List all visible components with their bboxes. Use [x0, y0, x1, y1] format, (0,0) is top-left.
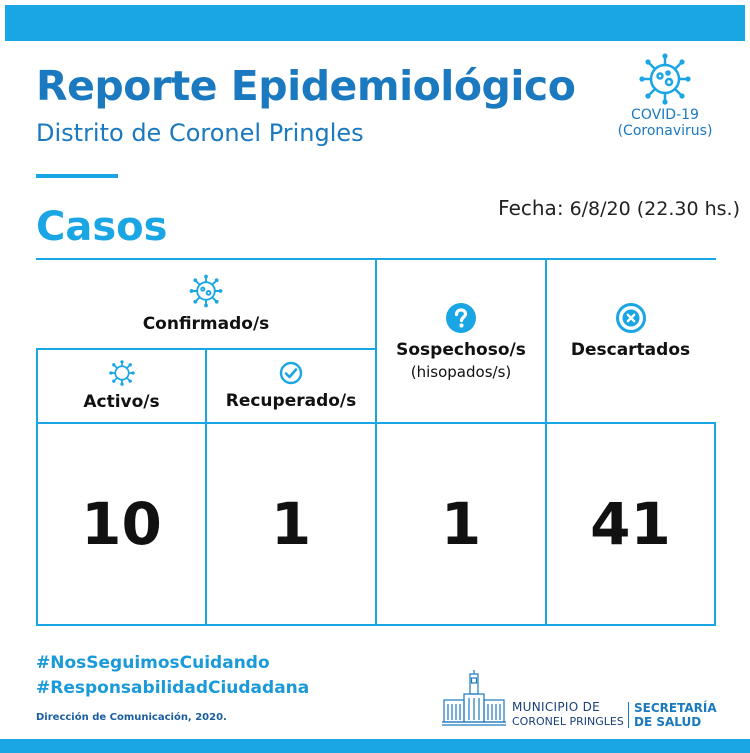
- sospechosos-header: [377, 260, 545, 422]
- descartados-label: Descartados: [570, 340, 691, 360]
- x-circle-icon: [615, 302, 647, 334]
- check-circle-icon: [279, 361, 303, 385]
- report-date: [498, 196, 740, 220]
- question-circle-icon: [445, 302, 477, 334]
- report-subtitle: Distrito de Coronel Pringles: [36, 119, 364, 147]
- confirmados-label: Confirmado/s: [142, 314, 270, 334]
- hashtag-nos-seguimos-cuidando: #NosSeguimosCuidando: [36, 653, 270, 673]
- badge-subtitle: (Coronavirus): [617, 123, 713, 139]
- date-label: Fecha:: [498, 196, 564, 220]
- table-border-right: [714, 422, 716, 626]
- confirmados-header: [36, 260, 376, 348]
- sospechosos-sublabel: (hisopados/s): [410, 362, 512, 381]
- secretaria-line-1: SECRETARÍA: [634, 701, 717, 715]
- virus-icon: [638, 52, 692, 106]
- logo-divider: [628, 702, 629, 728]
- date-value: 6/8/20 (22.30 hs.): [569, 198, 740, 220]
- footer-credit: Dirección de Comunicación, 2020.: [36, 712, 227, 723]
- activos-value-cell: [38, 424, 205, 624]
- top-banner: [5, 5, 745, 41]
- cases-table: [36, 258, 716, 626]
- secretaria-line-2: DE SALUD: [634, 715, 702, 729]
- activos-value: 10: [81, 490, 162, 558]
- municipal-building-icon: [440, 670, 506, 728]
- virus-icon: [109, 360, 135, 386]
- recuperados-value: 1: [270, 490, 312, 558]
- section-title: Casos: [36, 204, 168, 250]
- activos-header: [38, 350, 205, 422]
- bottom-banner: [0, 739, 750, 753]
- descartados-header: [547, 260, 714, 422]
- descartados-value-cell: [547, 424, 714, 624]
- municipio-line-1: MUNICIPIO DE: [512, 700, 601, 714]
- title-underline: [36, 174, 118, 178]
- virus-icon: [189, 274, 223, 308]
- report-title: Reporte Epidemiológico: [36, 62, 576, 110]
- hashtag-responsabilidad-ciudadana: #ResponsabilidadCiudadana: [36, 678, 310, 698]
- sospechosos-label: Sospechoso/s: [396, 339, 526, 360]
- covid-badge: [600, 52, 730, 139]
- descartados-value: 41: [590, 490, 671, 558]
- recuperados-label: Recuperado/s: [225, 391, 357, 411]
- recuperados-value-cell: [207, 424, 375, 624]
- sospechosos-value: 1: [440, 490, 482, 558]
- recuperados-header: [207, 350, 375, 422]
- municipio-logo: [440, 670, 740, 730]
- sospechosos-value-cell: [377, 424, 545, 624]
- badge-title: COVID-19: [631, 107, 699, 123]
- activos-label: Activo/s: [83, 392, 160, 412]
- municipio-line-2: CORONEL PRINGLES: [512, 715, 624, 728]
